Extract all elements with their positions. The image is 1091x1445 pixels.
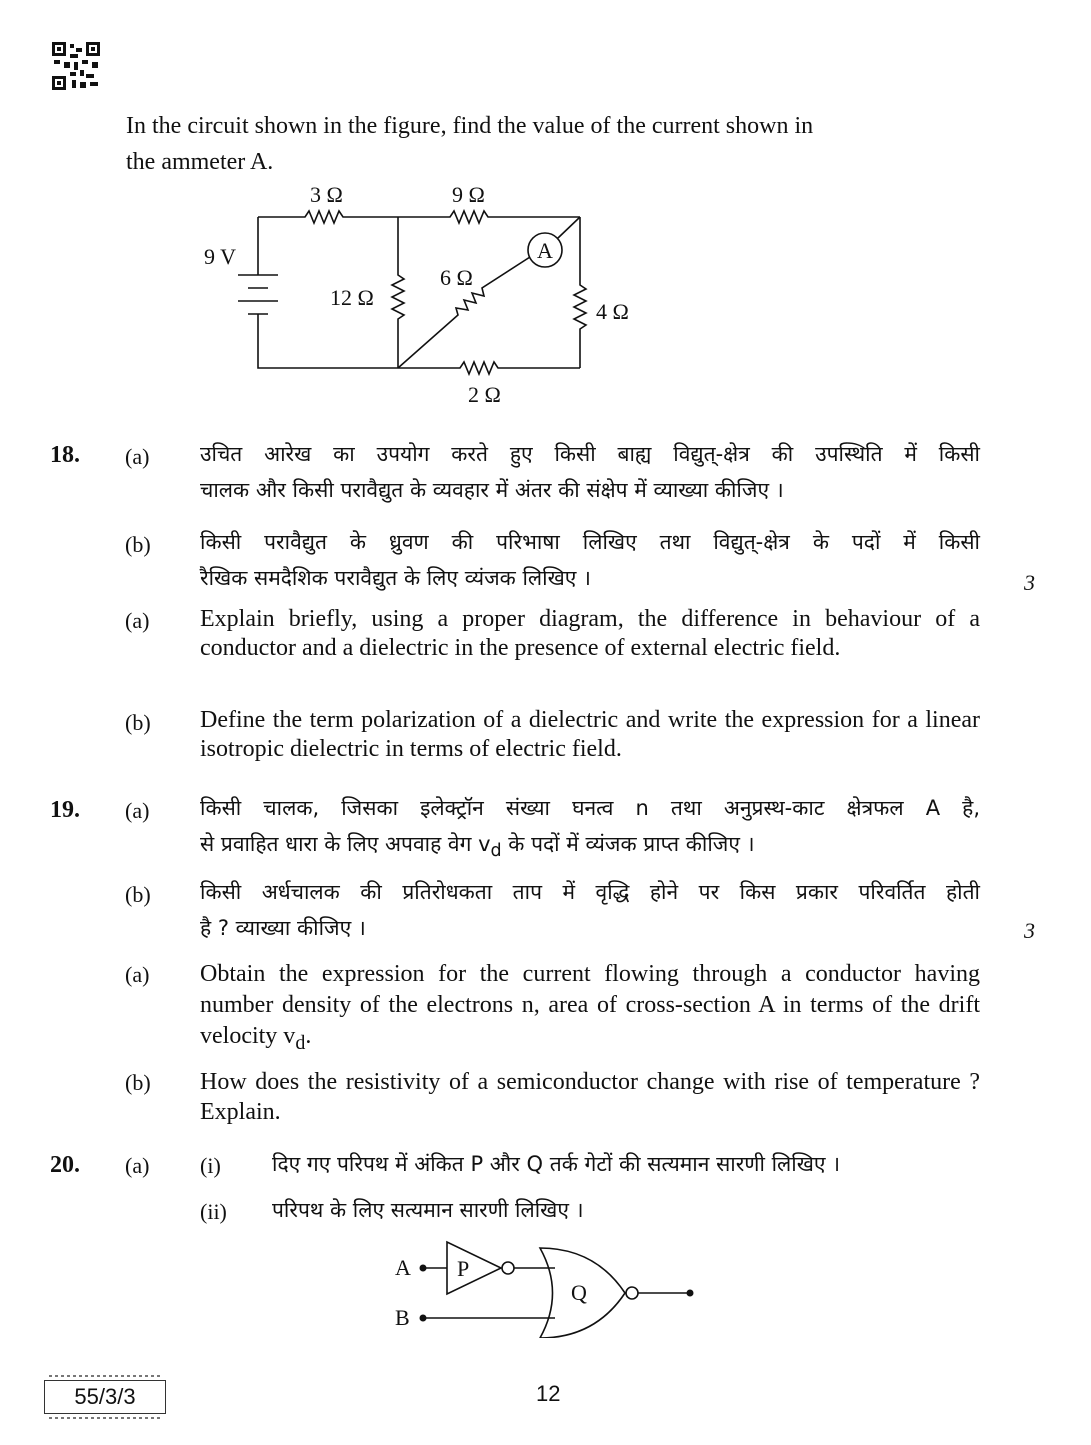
part-label: (a) — [125, 608, 150, 633]
ammeter-label: A — [537, 238, 553, 263]
qr-code-icon — [52, 42, 100, 90]
marks: 3 — [1024, 918, 1035, 943]
part-label: (b) — [125, 710, 151, 735]
resistor-label: 12 Ω — [330, 285, 374, 310]
hindi-text — [200, 436, 980, 508]
hindi-text — [200, 790, 980, 869]
hindi-line: उचित आरेख का उपयोग करते हुए किसी बाह्य विद्युत्-क्षेत्र की उपस्थिति में किसी — [200, 442, 980, 466]
resistor-label: 4 Ω — [596, 299, 629, 324]
english-text: Obtain the expression for the current flowing through a conductor having number density of the electrons n, area of cross-section A in terms of the drift velocity $v_d$. — [200, 961, 980, 1054]
part-label: (a) — [125, 798, 150, 823]
gate-label: P — [457, 1256, 470, 1281]
paper-code: 55/3/3 — [44, 1380, 166, 1414]
resistor-label: 9 Ω — [452, 182, 485, 207]
hindi-text: परिपथ के लिए सत्यमान सारणी लिखिए । — [272, 1198, 584, 1222]
english-text: Define the term polarization of a dielectric and write the expression for a linear isotropic dielectric in terms of electric field. — [200, 707, 980, 762]
part-label: (b) — [125, 882, 151, 907]
question-number: 20. — [50, 1152, 80, 1178]
resistor-label: 6 Ω — [440, 265, 473, 290]
logic-gate-diagram — [385, 1238, 705, 1338]
question-17-text — [126, 108, 980, 180]
intro-line-1: In the circuit shown in the figure, find the value of the current shown in — [126, 113, 814, 139]
gate-label: Q — [571, 1280, 587, 1305]
battery-label: 9 V — [204, 244, 236, 269]
hindi-line: चालक और किसी परावैद्युत के व्यवहार में अंतर की संक्षेप में व्याख्या कीजिए । — [200, 478, 784, 502]
subpart-label: (i) — [200, 1153, 221, 1178]
question-number: 18. — [50, 442, 80, 468]
hindi-text — [200, 524, 980, 596]
hindi-text — [200, 874, 980, 946]
gate-input-label: A — [395, 1255, 411, 1280]
resistor-label: 2 Ω — [468, 382, 501, 407]
part-label: (a) — [125, 962, 150, 987]
part-label: (a) — [125, 444, 150, 469]
english-text: Explain briefly, using a proper diagram, the difference in behaviour of a conductor and a dielectric in the presence of external electric field. — [200, 606, 980, 661]
hindi-text: दिए गए परिपथ में अंकित P और Q तर्क गेटों की सत्यमान सारणी लिखिए । — [272, 1152, 841, 1176]
gate-input-label: B — [395, 1305, 410, 1330]
question-number: 19. — [50, 797, 80, 823]
hindi-line: किसी परावैद्युत के ध्रुवण की परिभाषा लिखिए तथा विद्युत्-क्षेत्र के पदों में किसी — [200, 530, 980, 554]
hindi-line: है ? व्याख्या कीजिए । — [200, 916, 366, 940]
english-text: How does the resistivity of a semiconductor change with rise of temperature ? Explain. — [200, 1069, 980, 1125]
hindi-line: किसी चालक, जिसका इलेक्ट्रॉन संख्या घनत्व n तथा अनुप्रस्थ-काट क्षेत्रफल A है, — [200, 796, 980, 820]
part-label: (b) — [125, 1070, 151, 1095]
hindi-line: किसी अर्धचालक की प्रतिरोधकता ताप में वृद्धि होने पर किस प्रकार परिवर्तित होती — [200, 880, 980, 904]
part-label: (b) — [125, 532, 151, 557]
page-number: 12 — [536, 1381, 561, 1406]
resistor-label: 3 Ω — [310, 182, 343, 207]
circuit-diagram — [190, 180, 650, 410]
marks: 3 — [1024, 570, 1035, 595]
subpart-label: (ii) — [200, 1199, 227, 1224]
part-label: (a) — [125, 1153, 150, 1178]
hindi-line: रैखिक समदैशिक परावैद्युत के लिए व्यंजक लिखिए । — [200, 566, 591, 590]
intro-line-2: the ammeter A. — [126, 149, 274, 175]
hindi-line: से प्रवाहित धारा के लिए अपवाह वेग $v_d$ के पदों में व्यंजक प्राप्त कीजिए । — [200, 832, 755, 862]
